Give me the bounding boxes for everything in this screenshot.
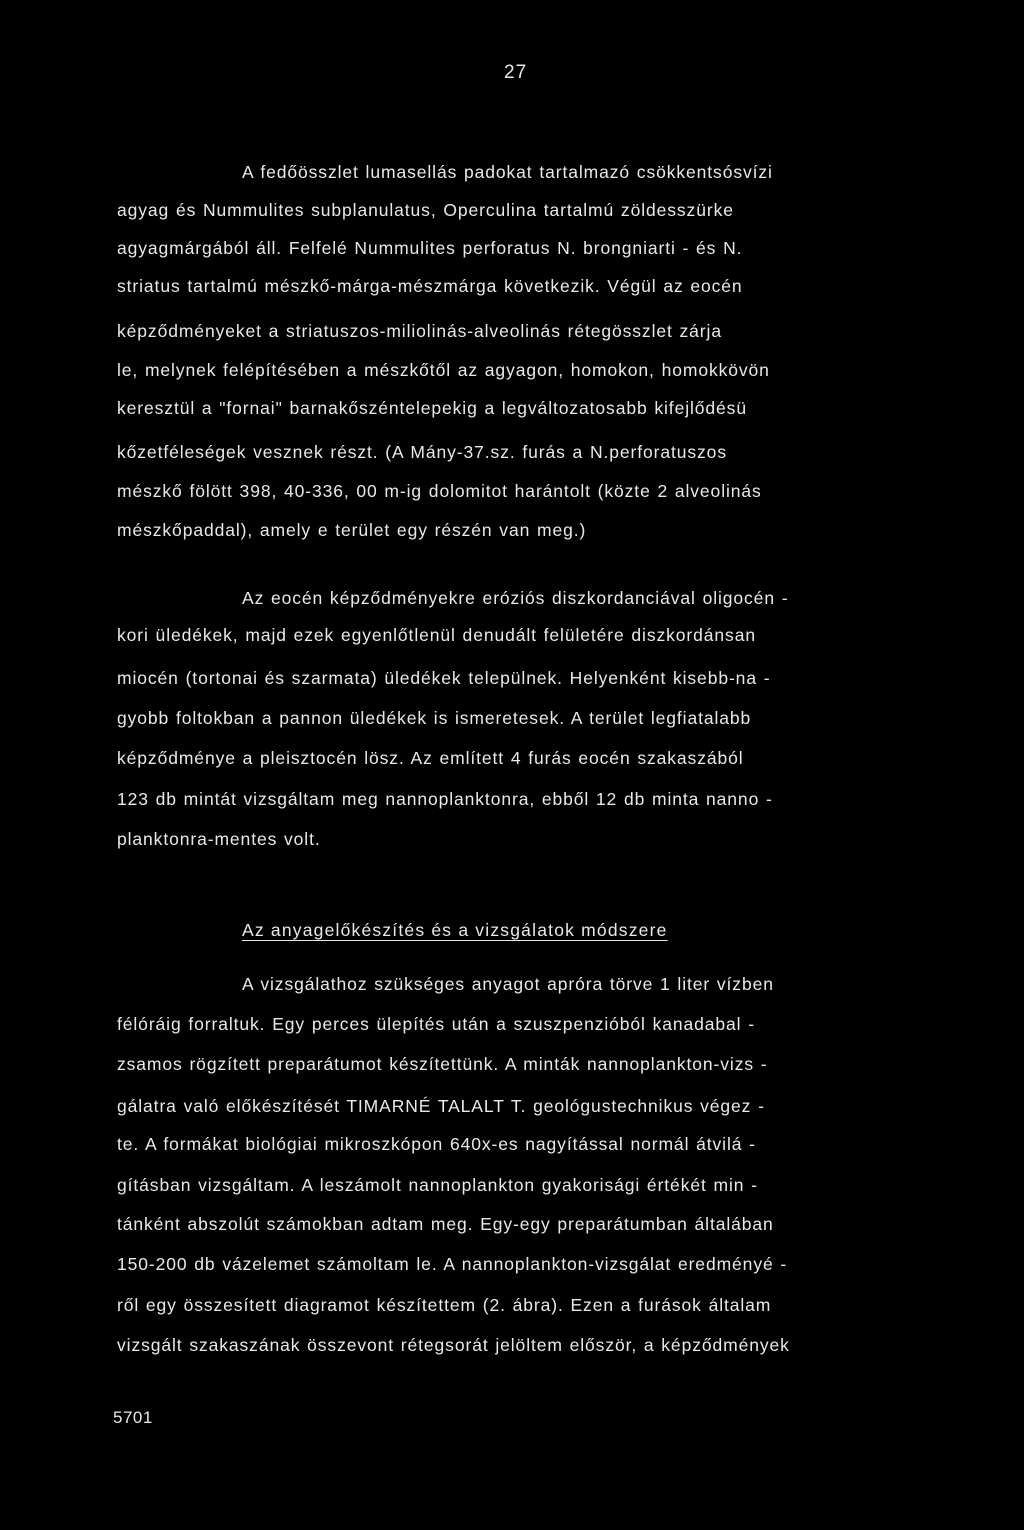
text-line: kőzetféleségek vesznek részt. (A Mány-37.sz. furás a N.perforatuszos xyxy=(117,442,727,462)
text-line: keresztül a "fornai" barnakőszéntelepekig a legváltozatosabb kifejlődésü xyxy=(117,398,747,418)
text-line: tánként abszolút számokban adtam meg. Egy-egy preparátumban általában xyxy=(117,1214,774,1234)
text-line: gításban vizsgáltam. A leszámolt nannoplankton gyakorisági értékét min - xyxy=(117,1175,758,1195)
text-line: le, melynek felépítésében a mészkőtől az agyagon, homokon, homokkövön xyxy=(117,360,770,380)
text-line: vizsgált szakaszának összevont rétegsorát jelöltem először, a képződmények xyxy=(117,1335,790,1355)
page-number: 27 xyxy=(504,62,528,83)
text-line: mészkőpaddal), amely e terület egy részén van meg.) xyxy=(117,520,587,540)
text-line: ről egy összesített diagramot készítettem (2. ábra). Ezen a furások általam xyxy=(117,1295,772,1315)
text-line: kori üledékek, majd ezek egyenlőtlenül denudált felületére diszkordánsan xyxy=(117,625,756,645)
text-line: A fedőösszlet lumasellás padokat tartalmazó csökkentsósvízi xyxy=(242,162,773,182)
text-line: gálatra való előkészítését TIMARNÉ TALALT T. geológustechnikus végez - xyxy=(117,1096,765,1116)
text-line: 123 db mintát vizsgáltam meg nannoplanktonra, ebből 12 db minta nanno - xyxy=(117,789,773,809)
text-line: Az eocén képződményekre eróziós diszkordanciával oligocén - xyxy=(242,588,789,608)
text-line: agyagmárgából áll. Felfelé Nummulites perforatus N. brongniarti - és N. xyxy=(117,238,743,258)
text-line: képződménye a pleisztocén lösz. Az említett 4 furás eocén szakaszából xyxy=(117,748,744,768)
text-line: félóráig forraltuk. Egy perces ülepítés után a szuszpenzióból kanadabal - xyxy=(117,1014,755,1034)
text-line: striatus tartalmú mészkő-márga-mészmárga következik. Végül az eocén xyxy=(117,276,743,296)
text-line: zsamos rögzített preparátumot készítettünk. A minták nannoplankton-vizs - xyxy=(117,1054,768,1074)
section-heading: Az anyagelőkészítés és a vizsgálatok módszere xyxy=(242,920,668,940)
text-line: miocén (tortonai és szarmata) üledékek települnek. Helyenként kisebb-na - xyxy=(117,668,771,688)
text-line: gyobb foltokban a pannon üledékek is ismeretesek. A terület legfiatalabb xyxy=(117,708,752,728)
footer-code: 5701 xyxy=(113,1408,153,1427)
text-line: te. A formákat biológiai mikroszkópon 640x-es nagyítással normál átvilá - xyxy=(117,1134,756,1154)
text-line: agyag és Nummulites subplanulatus, Operculina tartalmú zöldesszürke xyxy=(117,200,734,220)
text-line: képződményeket a striatuszos-miliolinás-alveolinás rétegösszlet zárja xyxy=(117,321,722,341)
text-line: mészkő fölött 398, 40-336, 00 m-ig dolomitot harántolt (közte 2 alveolinás xyxy=(117,481,762,501)
text-line: 150-200 db vázelemet számoltam le. A nannoplankton-vizsgálat eredményé - xyxy=(117,1254,788,1274)
text-line: A vizsgálathoz szükséges anyagot apróra törve 1 liter vízben xyxy=(242,974,774,994)
text-line: planktonra-mentes volt. xyxy=(117,829,321,849)
